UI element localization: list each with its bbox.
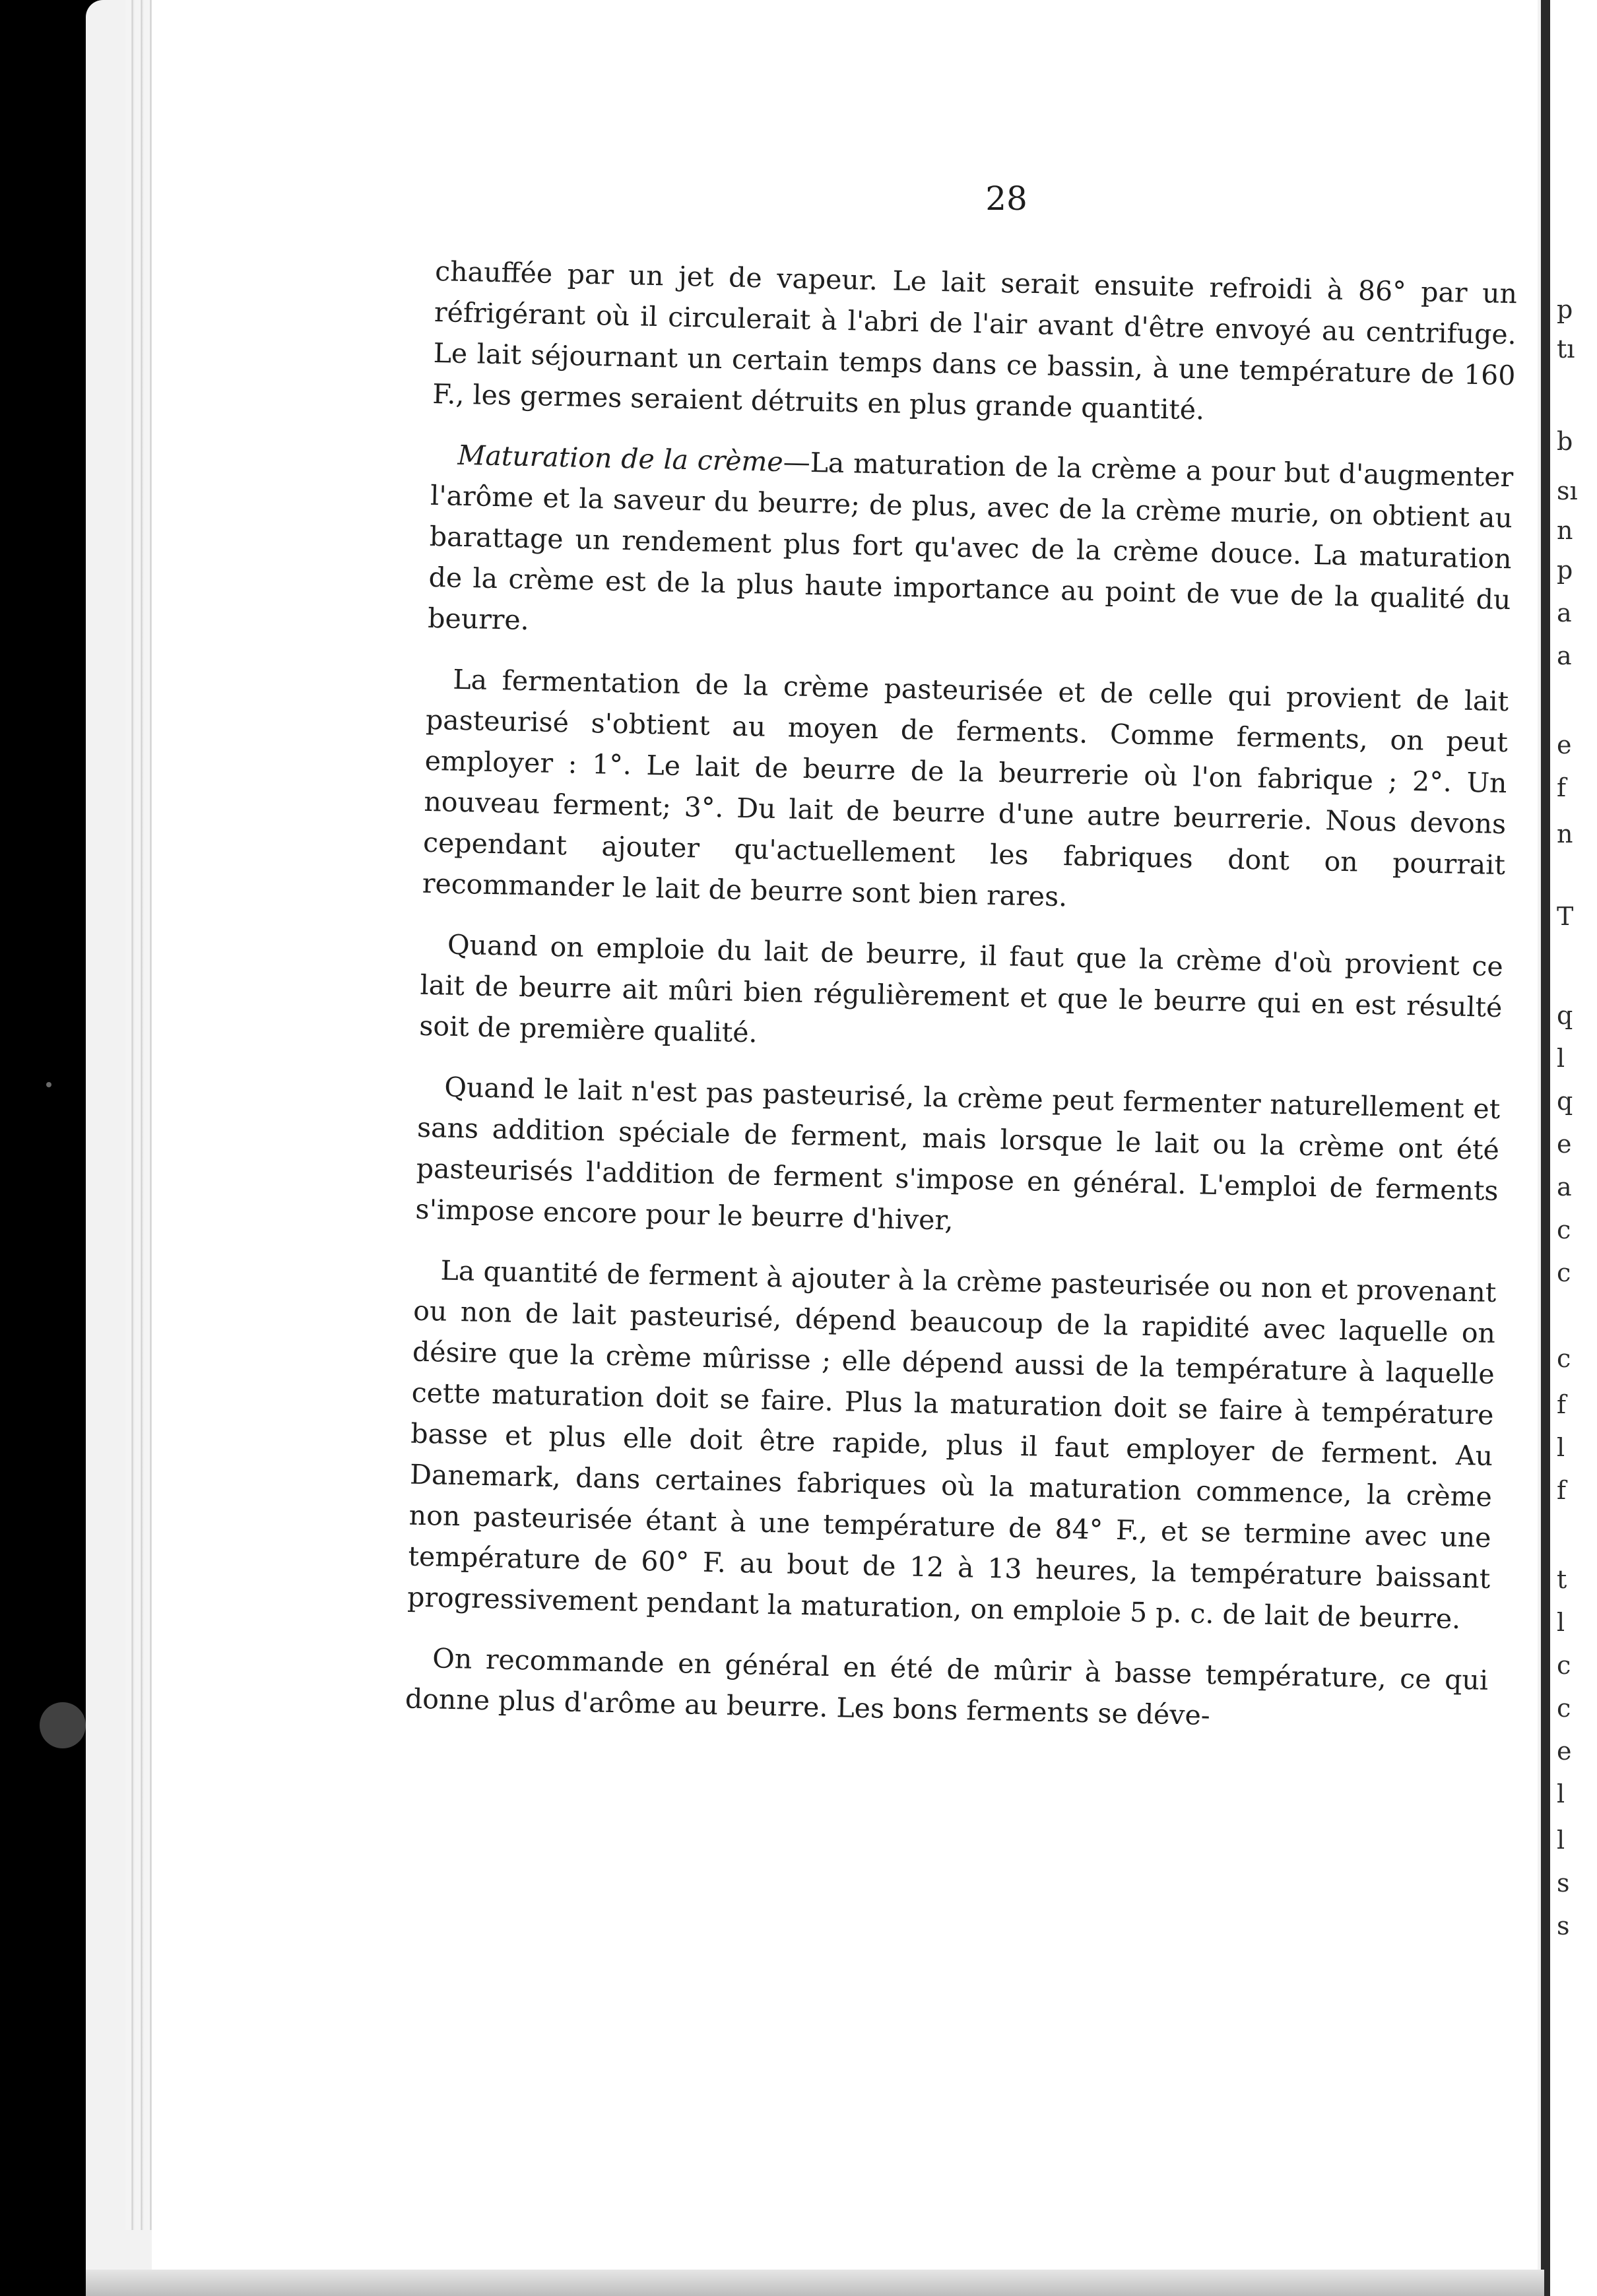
next-page-fragment: s <box>1557 1911 1570 1940</box>
next-page-fragment: p <box>1557 295 1573 324</box>
paragraph-2: Maturation de la crème—La maturation de la crème a pour but d'augmenter l'arôme et la saveur du beurre; de plus, avec de la crème murie, on obtient au barattage un rendement plus fort qu'avec de la crème douce. La maturation de la crème est de la plus haute importance au point de vue de la qualité du beurre. <box>427 439 1514 637</box>
next-page-fragment: t <box>1557 1565 1567 1594</box>
next-page-fragment: f <box>1557 1390 1567 1419</box>
next-page-fragment: c <box>1557 1344 1571 1373</box>
next-page-fragment: l <box>1557 1826 1565 1855</box>
next-page-fragment: c <box>1557 1694 1571 1723</box>
paragraph-6: La quantité de ferment à ajouter à la crème pasteurisée ou non et provenant ou non de lait pasteurisé, dépend beaucoup de la rapidité avec laquelle on désire que la crème mûrisse ; elle dépend aussi de la température à laquelle cette maturation doit se faire. Plus la maturation doit se faire à température basse et plus elle doit être rapide, plus il faut employer de ferment. Au Danemark, dans certaines fabriques où la maturation commence, la crème non pasteurisée étant à une température de 84° F., et se termine avec une température de 60° F. au bout de 12 à 13 heures, la température baissant progressivement pendant la maturation, on emploie 5 p. c. de lait de beurre. <box>407 1254 1497 1635</box>
next-page-fragment: e <box>1557 730 1572 759</box>
next-page-fragment: c <box>1557 1215 1571 1244</box>
next-page-fragment: e <box>1557 1737 1572 1766</box>
next-page-fragment: s <box>1557 1868 1570 1897</box>
next-page-fragment: f <box>1557 773 1567 802</box>
next-page-fragment: q <box>1557 1087 1573 1116</box>
next-page-fragment: a <box>1557 1172 1572 1201</box>
paragraph-3: La fermentation de la crème pasteurisée et de celle qui provient de lait pasteurisé s'obtient au moyen de ferments. Comme ferments, on peut employer : 1°. Le lait de beurre de la beurrerie où l'on fabrique ; 2°. Un nouveau ferment; 3°. Du lait de beurre d'une autre beurrerie. Nous devons cependant ajouter qu'actuellement les fabriques dont on pourrait recommander le lait de beurre sont bien rares. <box>422 663 1509 913</box>
next-page-fragment: a <box>1557 641 1572 670</box>
section-heading: Maturation de la crème <box>457 439 784 478</box>
next-page-fragment: c <box>1557 1258 1571 1287</box>
scan-speck <box>40 1702 86 1748</box>
next-page-fragment: b <box>1557 427 1573 456</box>
next-page-edge <box>1541 0 1597 2296</box>
next-page-fragment: n <box>1557 516 1573 545</box>
next-page-fragment: sı <box>1557 476 1578 505</box>
next-page-fragment: a <box>1557 598 1572 627</box>
paragraph-5: Quand le lait n'est pas pasteurisé, la crème peut fermenter naturellement et sans addition spéciale de ferment, mais lorsque le lait ou la crème ont été pasteurisés l'addition de ferment s'impose en général. L'emploi de ferments s'impose encore pour le beurre d'hiver, <box>415 1071 1501 1236</box>
next-page-fragment: tı <box>1557 335 1575 364</box>
next-page-fragment: f <box>1557 1476 1567 1505</box>
next-page-fragment: n <box>1557 819 1573 848</box>
paragraph-7: On recommande en général en été de mûrir à basse température, ce qui donne plus d'arôme au beurre. Les bons ferments se déve- <box>405 1642 1489 1732</box>
page-number: 28 <box>985 179 1027 218</box>
next-page-fragment: T <box>1557 902 1574 931</box>
next-page-fragment: l <box>1557 1779 1565 1808</box>
next-page-fragment: l <box>1557 1608 1565 1637</box>
next-page-fragment: p <box>1557 556 1573 585</box>
scan-speck <box>46 1082 51 1087</box>
next-page-fragment: e <box>1557 1130 1572 1159</box>
next-page-fragment: l <box>1557 1433 1565 1462</box>
paragraph-4: Quand on emploie du lait de beurre, il faut que la crème d'où provient ce lait de beurre ait mûri bien régulièrement et que le beurre qui en est résulté soit de première qualité. <box>418 928 1504 1049</box>
paragraph-1: chauffée par un jet de vapeur. Le lait serait ensuite refroidi à 86° par un réfrigérant où il circulerait à l'abri de l'air avant d'être envoyé au centrifuge. Le lait séjournant un certain temps dans ce bassin, à une température de 160 F., les germes seraient détruits en plus grande quantité. <box>432 255 1518 426</box>
next-page-fragment: c <box>1557 1651 1571 1680</box>
next-page-fragment: l <box>1557 1044 1565 1073</box>
page-bottom-shadow <box>86 2270 1544 2296</box>
page-text <box>405 251 1518 1762</box>
next-page-fragment: q <box>1557 1001 1573 1030</box>
